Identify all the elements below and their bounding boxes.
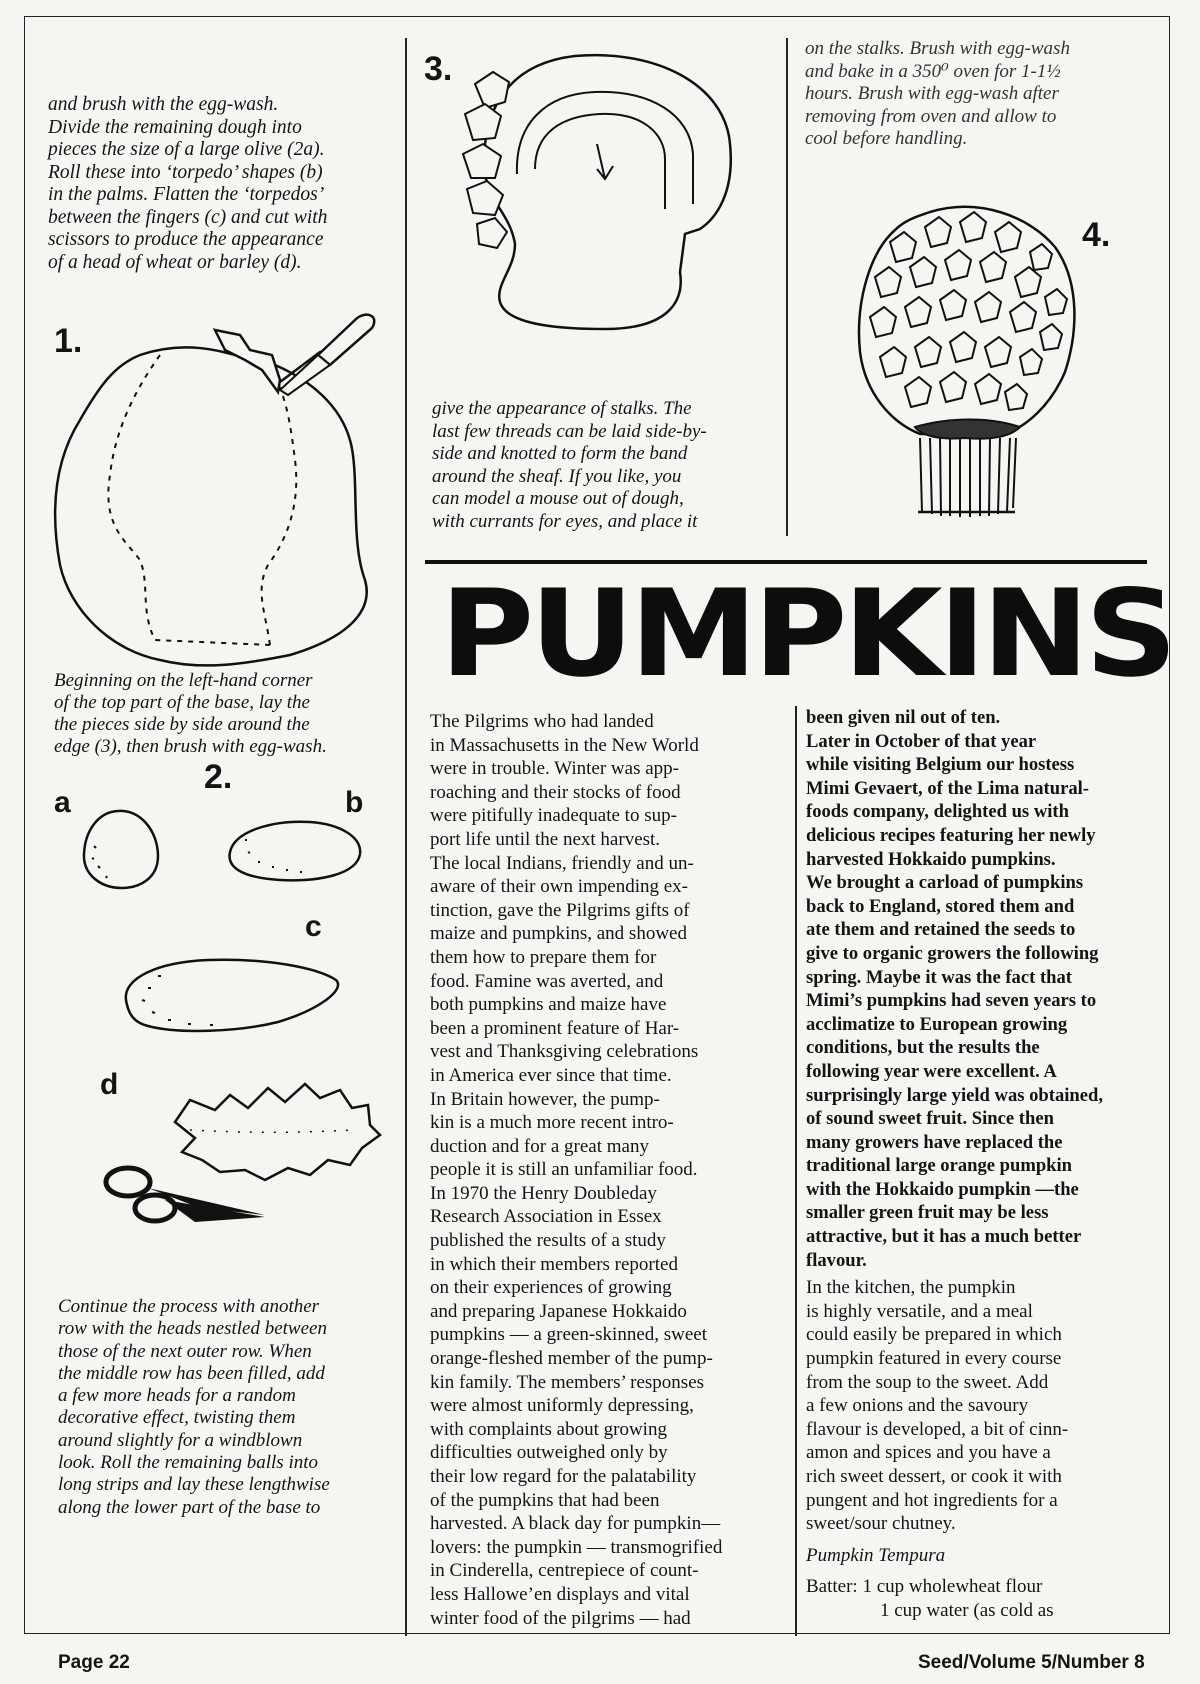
column-rule-1 (405, 38, 407, 1636)
page-number: Page 22 (58, 1652, 130, 1673)
shape-label-a: a (54, 786, 71, 819)
shape-label-c: c (305, 910, 322, 943)
instructions-continue: Continue the process with another row with the heads nestled between those of the next outer row. When the middle row has been filled, add a few more heads for a random decorative effect, twisting them around slightly for a windblown look. Roll the remaining balls into long strips and lay these lengthwise along the lower part of the base to (58, 1296, 330, 1518)
dough-base-illustration (40, 310, 400, 680)
issue-info: Seed/Volume 5/Number 8 (918, 1652, 1145, 1673)
shape-label-d: d (100, 1068, 119, 1101)
instructions-intro: and brush with the egg-wash. Divide the remaining dough into pieces the size of a large olive (2a). Roll these into ‘torpedo’ shapes (b) in the palms. Flatten the ‘torpedos’ between the fingers (c) and cut with scissors to produce the appearance of a head of wheat or barley (d). (48, 94, 328, 273)
article-column-left: The Pilgrims who had landed in Massachusetts in the New World were in trouble. Winter was app- roaching and their stocks of food were pitifully inadequate to sup- port life until the next harvest. The local Indians, friendly and un- aware of their own impending ex- tinction, gave the Pilgrims gifts of maize and pumpkins, and showed them how to prepare them for food. Famine was averted, and both pumpkins and maize have been a prominent feature of Har- vest and Thanksgiving celebrations in America ever since that time. In Britain however, the pump- kin is a much more recent intro- duction and for a great many people it is still an unfamiliar food. In 1970 the Henry Doubleday Research Association in Essex published the results of a study in which their members reported on their experiences of growing and preparing Japanese Hokkaido pumpkins — a green-skinned, sweet orange-fleshed member of the pump- kin family. The members’ responses were almost uniformly depressing, with complaints about growing difficulties outweighed only by their low regard for the palatability of the pumpkins that had been harvested. A black day for pumpkin— lovers: the pumpkin — transmogrified in Cinderella, centrepiece of count- less Hallowe’en displays and vital winter food of the pilgrims — had (430, 711, 723, 1629)
column-rule-2 (786, 38, 788, 536)
finished-wheat-sheaf-illustration (850, 202, 1090, 532)
article-column-right-kitchen: In the kitchen, the pumpkin is highly versatile, and a meal could easily be prepared in which pumpkin featured in every course from the soup to the sweet. Add a few onions and the savoury flavour is developed, a bit of cinn- amon and spices and you have a rich sweet dessert, or cook it with pungent and hot ingredients for a sweet/sour chutney. (806, 1277, 1069, 1535)
article-column-right (806, 706, 1162, 1623)
torpedo-shape-illustration (220, 812, 370, 892)
base-with-wheat-heads-illustration (455, 44, 755, 344)
wheat-head-and-scissors-illustration (100, 1080, 400, 1240)
batter-line-2: 1 cup water (as cold as (880, 1599, 1054, 1621)
figure-3-label: 3. (424, 50, 453, 88)
recipe-title: Pumpkin Tempura (806, 1544, 946, 1566)
headline-rule (425, 560, 1147, 564)
figure-1-label: 1. (54, 322, 83, 360)
instructions-bake: on the stalks. Brush with egg-wash and bake in a 350⁰ oven for 1-1½ hours. Brush with egg-wash after removing from oven and allow to cool before handling. (805, 38, 1070, 149)
figure-2-label: 2. (204, 758, 233, 796)
article-headline: PUMPKINS (440, 565, 1174, 704)
instructions-stalks: give the appearance of stalks. The last few threads can be laid side-by- side and knotted to form the band around the sheaf. If you like, you can model a mouse out of dough, with currants for eyes, and place it (432, 398, 707, 532)
flattened-torpedo-illustration (118, 950, 348, 1040)
article-column-right-bold: been given nil out of ten. Later in October of that year while visiting Belgium our hostess Mimi Gevaert, of the Lima natural- foods company, delighted us with delicious recipes featuring her newly harvested Hokkaido pumpkins. We brought a carload of pumpkins back to England, stored them and ate them and retained the seeds to give to organic growers the following spring. Maybe it was the fact that Mimi’s pumpkins had seven years to acclimatize to European growing conditions, but the results the following year were excellent. A surprisingly large yield was obtained, of sound sweet fruit. Since then many growers have replaced the traditional large orange pumpkin with the Hokkaido pumpkin —the smaller green fruit may be less attractive, but it has a much better flavour. (806, 707, 1104, 1271)
caption-beginning: Beginning on the left-hand corner of the top part of the base, lay the the pieces side by side around the edge (3), then brush with egg-wash. (54, 670, 327, 757)
column-rule-3 (795, 706, 797, 1636)
dough-ball-illustration (80, 806, 170, 896)
figure-4-label: 4. (1082, 216, 1111, 254)
batter-line-1: Batter: 1 cup wholewheat flour (806, 1576, 1043, 1598)
shape-label-b: b (345, 786, 364, 819)
